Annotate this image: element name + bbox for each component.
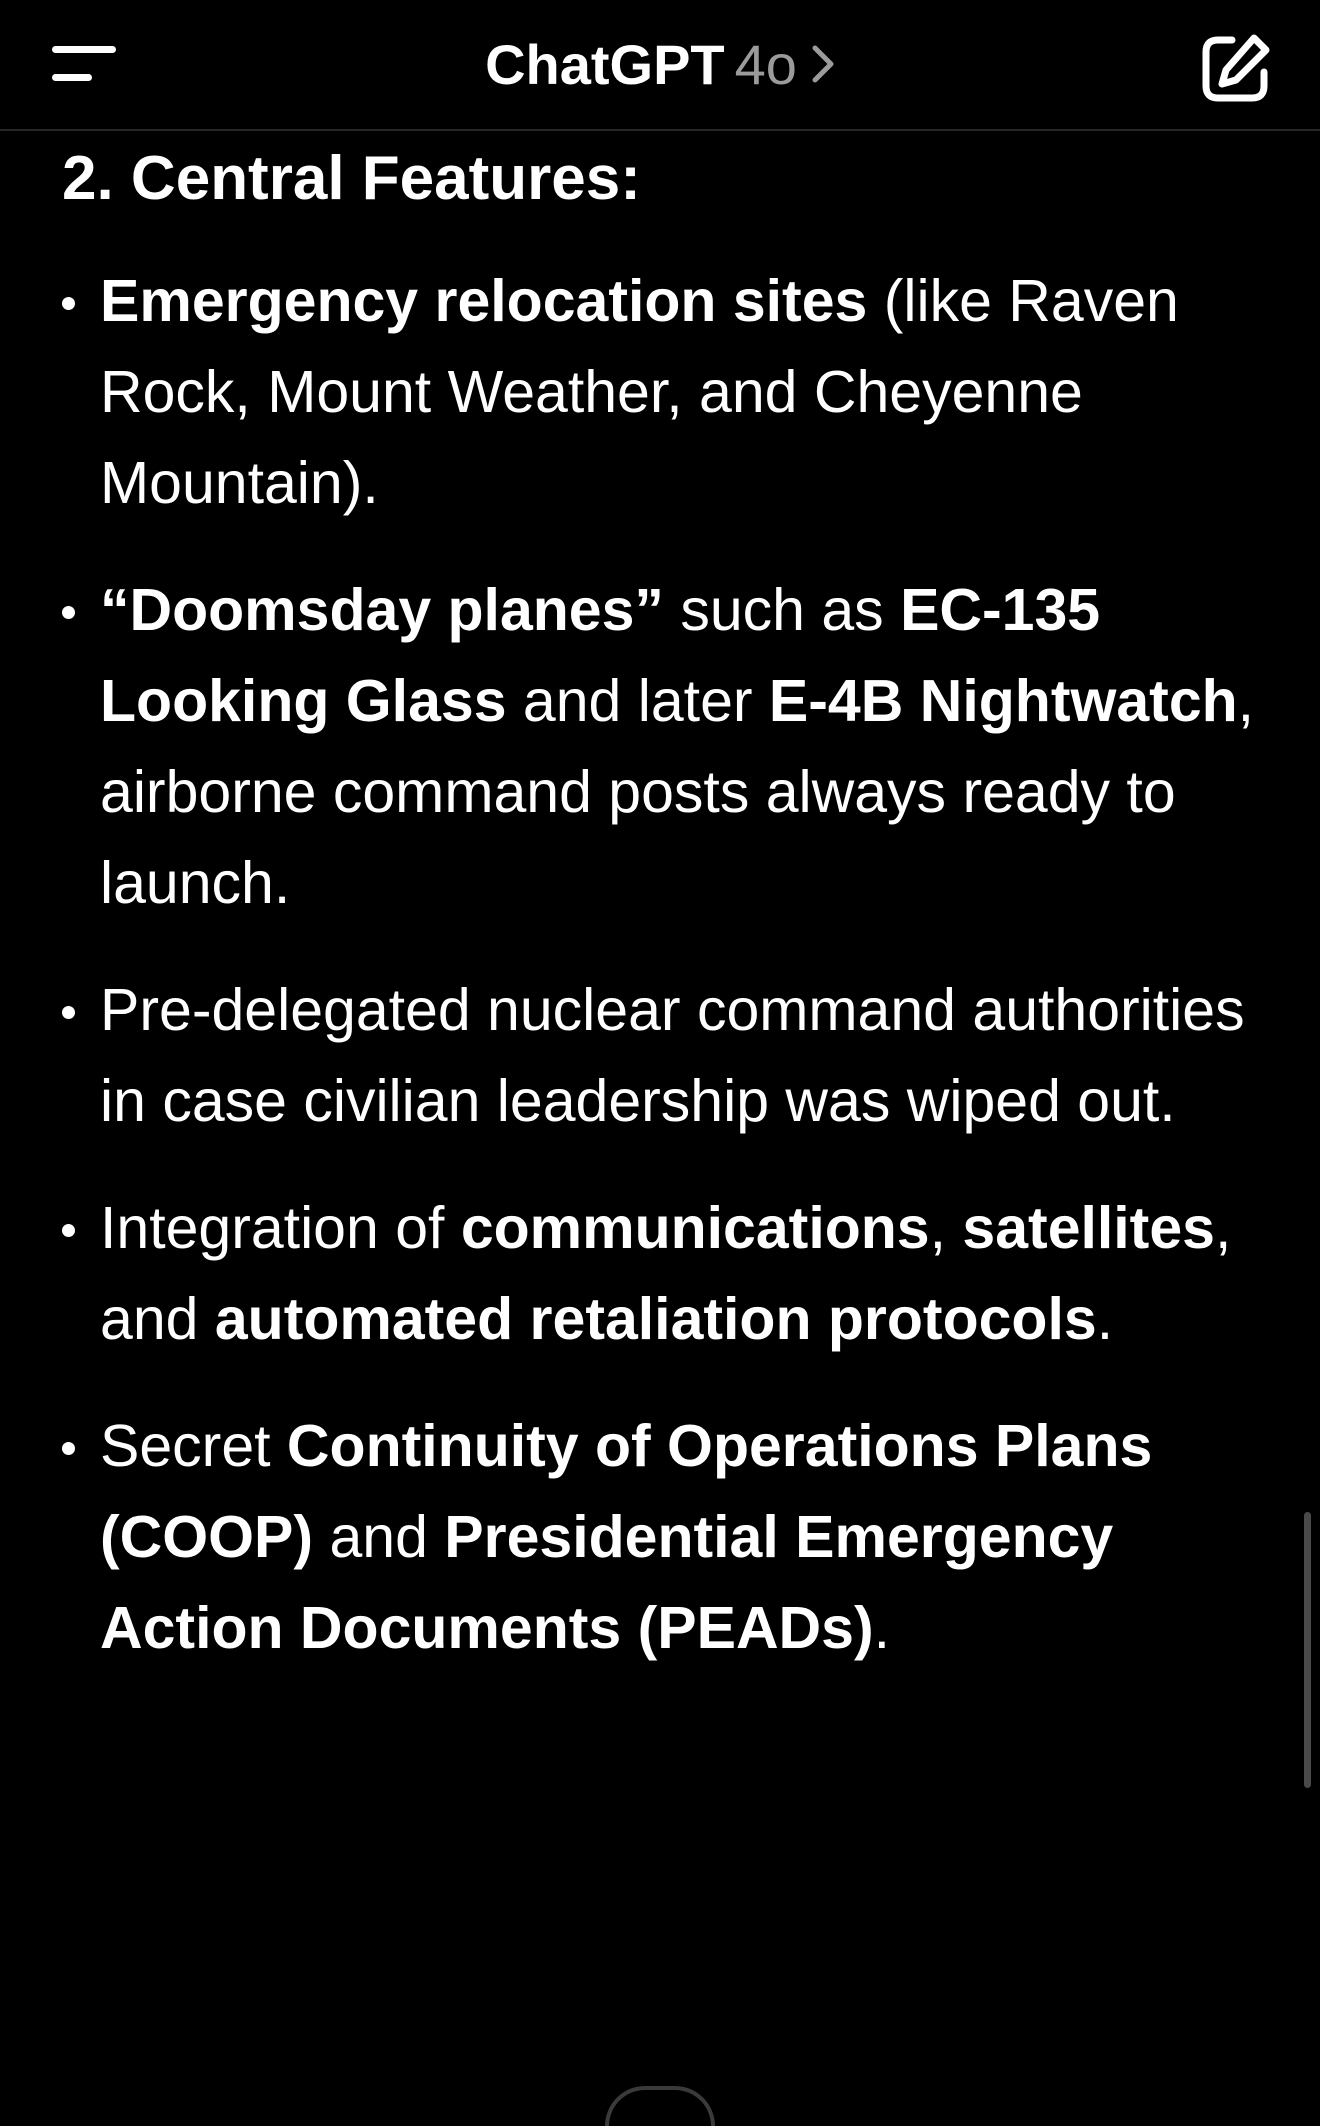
- list-item: [62, 565, 1262, 929]
- app-title: ChatGPT: [485, 33, 725, 96]
- body-text: Integration of: [100, 1195, 461, 1261]
- body-text: and later: [506, 668, 769, 734]
- body-text: , and: [100, 1195, 1232, 1352]
- model-selector[interactable]: [0, 30, 1320, 100]
- bold-text: “Doomsday planes”: [100, 577, 664, 643]
- new-chat-button[interactable]: [1196, 30, 1274, 108]
- body-text: .: [873, 1595, 891, 1661]
- bold-text: EC-135 Looking Glass: [100, 577, 1101, 734]
- top-bar: [0, 0, 1320, 131]
- body-text: (like Raven Rock, Mount Weather, and Cheyenne Mountain).: [100, 268, 1179, 516]
- bullet-list: [62, 256, 1262, 1674]
- bold-text: Continuity of Operations Plans (COOP): [100, 1413, 1153, 1570]
- bold-text: automated retaliation protocols: [214, 1286, 1097, 1352]
- bullet-dot: [62, 297, 75, 310]
- section-heading: 2. Central Features:: [62, 144, 641, 213]
- bold-text: communications: [460, 1195, 930, 1261]
- body-text: such as: [663, 577, 901, 643]
- body-text: Secret: [100, 1413, 287, 1479]
- bullet-dot: [62, 1006, 75, 1019]
- bold-text: E-4B Nightwatch: [768, 668, 1238, 734]
- model-name: 4o: [734, 33, 797, 96]
- scroll-down-button[interactable]: [605, 2086, 715, 2126]
- bold-text: Presidential Emergency Action Documents (PEADs): [100, 1504, 1114, 1661]
- list-item: [62, 965, 1262, 1147]
- bullet-dot: [62, 1442, 75, 1455]
- body-text: .: [1096, 1286, 1114, 1352]
- assistant-message: [62, 138, 1262, 1710]
- compose-icon: [1196, 95, 1274, 112]
- bullet-dot: [62, 606, 75, 619]
- body-text: ,: [929, 1195, 963, 1261]
- list-item: [62, 1183, 1262, 1365]
- bullet-dot: [62, 1224, 75, 1237]
- body-text: , airborne command posts always ready to launch.: [100, 668, 1255, 916]
- chevron-right-icon: [811, 30, 835, 100]
- bold-text: Emergency relocation sites: [100, 268, 868, 334]
- scrollbar[interactable]: [1304, 1512, 1311, 1788]
- list-item: [62, 1401, 1262, 1674]
- list-item: [62, 256, 1262, 529]
- body-text: and: [313, 1504, 445, 1570]
- body-text: Pre-delegated nuclear command authorities in case civilian leadership was wiped out.: [100, 977, 1245, 1134]
- bold-text: satellites: [962, 1195, 1215, 1261]
